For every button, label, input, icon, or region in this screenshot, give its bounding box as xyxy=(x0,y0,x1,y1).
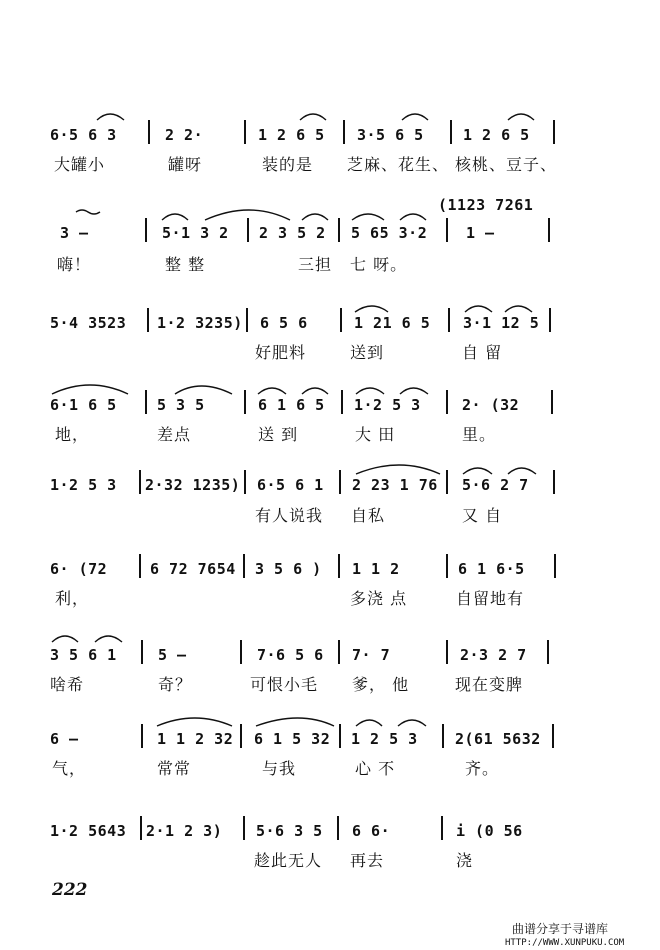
lyric: 芝麻、花生、 xyxy=(347,155,450,174)
measure: 1·2 3235) xyxy=(157,314,243,332)
measure: 1·2 5 3 xyxy=(354,396,421,414)
lyric: 嗨！ xyxy=(57,255,92,274)
bar-line xyxy=(243,554,245,578)
measure: 1·2 5643 xyxy=(50,822,127,840)
lyric: 罐呀 xyxy=(168,155,203,174)
lyric: 可恨小毛 xyxy=(250,675,319,694)
bar-line xyxy=(548,218,550,242)
measure: 7·6 5 6 xyxy=(257,646,324,664)
lyric: 多浇 点 xyxy=(350,589,408,608)
measure: 3 5 6 ) xyxy=(255,560,322,578)
measure: 1 1 2 xyxy=(352,560,400,578)
bar-line xyxy=(337,816,339,840)
measure: 3 — xyxy=(60,224,89,242)
lyric: 齐。 xyxy=(465,759,500,778)
lyric: 送到 xyxy=(350,343,385,362)
measure: 6 5 6 xyxy=(260,314,308,332)
measure: 2·32 1235) xyxy=(145,476,241,494)
bar-line xyxy=(240,640,242,664)
page-number: 222 xyxy=(52,880,88,900)
bar-line xyxy=(441,816,443,840)
lyric: 心 不 xyxy=(355,759,396,778)
measure: 1 21 6 5 xyxy=(354,314,431,332)
bar-line xyxy=(340,308,342,332)
bar-line xyxy=(446,640,448,664)
lyric: 与我 xyxy=(262,759,297,778)
bar-line xyxy=(343,120,345,144)
bar-line xyxy=(338,218,340,242)
measure: 5·6 2 7 xyxy=(462,476,529,494)
measure: 2 2· xyxy=(165,126,204,144)
score-row-5 xyxy=(0,460,660,540)
measure: 6 1 6 5 xyxy=(258,396,325,414)
measure: 2· (32 xyxy=(462,396,520,414)
measure: 5·6 3 5 xyxy=(256,822,323,840)
measure: 1 2 5 3 xyxy=(351,730,418,748)
measure: 6·5 6 3 xyxy=(50,126,117,144)
bar-line xyxy=(338,554,340,578)
lyric: 又 自 xyxy=(462,506,503,525)
lyric: 大罐小 xyxy=(54,155,106,174)
lyric: 里。 xyxy=(462,425,497,444)
lyric: 七 呀。 xyxy=(350,255,408,274)
measure: 6 1 5 32 xyxy=(254,730,331,748)
score-row-1 xyxy=(0,112,660,192)
lyric: 利， xyxy=(55,589,90,608)
measure: 6 — xyxy=(50,730,79,748)
measure: 2·1 2 3) xyxy=(146,822,223,840)
bar-line xyxy=(141,640,143,664)
lyric: 送 到 xyxy=(258,425,299,444)
bar-line xyxy=(448,308,450,332)
lyric: 奇？ xyxy=(158,675,193,694)
watermark-url: HTTP://WWW.XUNPUKU.COM xyxy=(505,938,625,948)
lyric: 常常 xyxy=(157,759,192,778)
lyric: 自 留 xyxy=(462,343,503,362)
lyric: 啥希 xyxy=(50,675,85,694)
bar-line xyxy=(446,470,448,494)
lyric: 自留地有 xyxy=(456,589,525,608)
bar-line xyxy=(553,120,555,144)
score-row-8 xyxy=(0,714,660,794)
bar-line xyxy=(244,390,246,414)
bar-line xyxy=(339,724,341,748)
bar-line xyxy=(140,816,142,840)
watermark-text: 曲谱分享于寻谱库 xyxy=(512,922,609,936)
measure: 7· 7 xyxy=(352,646,391,664)
measure: 6 6· xyxy=(352,822,391,840)
measure: 3 5 6 1 xyxy=(50,646,117,664)
lyric: 趁此无人 xyxy=(254,851,323,870)
bar-line xyxy=(446,390,448,414)
bar-line xyxy=(243,816,245,840)
measure: 6· (72 xyxy=(50,560,108,578)
lyric: 爹， 他 xyxy=(352,675,410,694)
bar-line xyxy=(240,724,242,748)
measure: 5 65 3·2 xyxy=(351,224,428,242)
bar-line xyxy=(147,308,149,332)
bar-line xyxy=(341,390,343,414)
measure: 1 2 6 5 xyxy=(258,126,325,144)
lyric: 现在变脾 xyxy=(455,675,524,694)
bar-line xyxy=(145,390,147,414)
score-row-4 xyxy=(0,378,660,458)
bar-line xyxy=(246,308,248,332)
bar-line xyxy=(549,308,551,332)
bar-line xyxy=(247,218,249,242)
bar-line xyxy=(547,640,549,664)
measure: 1 1 2 32 xyxy=(157,730,234,748)
bar-line xyxy=(446,554,448,578)
bar-line xyxy=(551,390,553,414)
lyric: 再去 xyxy=(350,851,385,870)
measure: 6 72 7654 xyxy=(150,560,236,578)
bar-line xyxy=(554,554,556,578)
measure: 6·1 6 5 xyxy=(50,396,117,414)
measure: 3·5 6 5 xyxy=(357,126,424,144)
measure: 1·2 5 3 xyxy=(50,476,117,494)
lyric: 有人说我 xyxy=(255,506,324,525)
lyric: 整 整 xyxy=(165,255,206,274)
lyric: 核桃、豆子、 xyxy=(455,155,558,174)
lyric: 地， xyxy=(55,425,90,444)
score-row-3 xyxy=(0,296,660,376)
bar-line xyxy=(553,470,555,494)
measure: 2 3 5 2 xyxy=(259,224,326,242)
measure: 3·1 12 5 xyxy=(463,314,540,332)
measure: i (0 56 xyxy=(456,822,523,840)
lyric: 好肥料 xyxy=(255,343,307,362)
bar-line xyxy=(145,218,147,242)
measure: 5 — xyxy=(158,646,187,664)
measure: 2·3 2 7 xyxy=(460,646,527,664)
measure: 5·1 3 2 xyxy=(162,224,229,242)
bar-line xyxy=(446,218,448,242)
measure: 2(61 5632 xyxy=(455,730,541,748)
lyric: 三担 xyxy=(298,255,333,274)
bar-line xyxy=(244,120,246,144)
lyric: 气， xyxy=(52,759,87,778)
measure: 5 3 5 xyxy=(157,396,205,414)
bar-line xyxy=(552,724,554,748)
lyric: 装的是 xyxy=(262,155,314,174)
bar-line xyxy=(339,470,341,494)
score-row-9 xyxy=(0,808,660,888)
score-row-7 xyxy=(0,630,660,710)
measure: 1 2 6 5 xyxy=(463,126,530,144)
lyric: 浇 xyxy=(456,851,474,870)
bar-line xyxy=(442,724,444,748)
lyric: 自私 xyxy=(351,506,386,525)
bar-line xyxy=(139,470,141,494)
measure: 5·4 3523 xyxy=(50,314,127,332)
intro-phrase: (1123 7261 xyxy=(438,196,534,214)
measure: 2 23 1 76 xyxy=(352,476,438,494)
lyric: 大 田 xyxy=(355,425,396,444)
measure: 1 — xyxy=(466,224,495,242)
bar-line xyxy=(139,554,141,578)
lyric: 差点 xyxy=(157,425,192,444)
bar-line xyxy=(244,470,246,494)
bar-line xyxy=(338,640,340,664)
bar-line xyxy=(141,724,143,748)
bar-line xyxy=(148,120,150,144)
bar-line xyxy=(450,120,452,144)
measure: 6·5 6 1 xyxy=(257,476,324,494)
score-row-2 xyxy=(0,196,660,276)
score-row-6 xyxy=(0,548,660,628)
measure: 6 1 6·5 xyxy=(458,560,525,578)
